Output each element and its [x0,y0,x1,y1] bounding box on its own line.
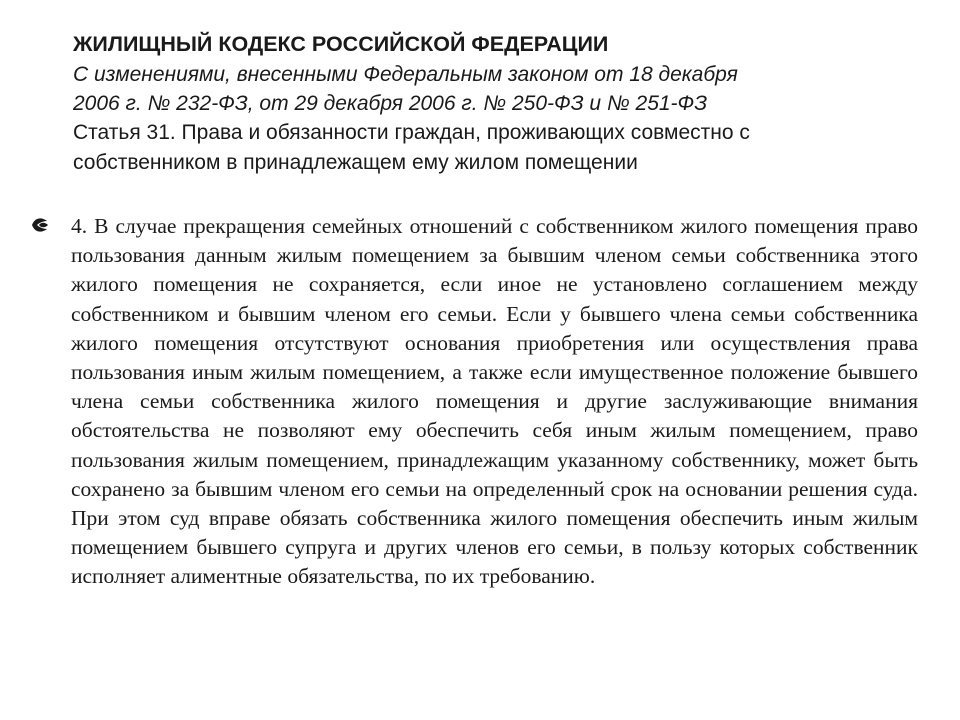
article-title-line-1: Статья 31. Права и обязанности граждан, проживающих совместно с [73,121,750,144]
article-paragraph-4: 4. В случае прекращения семейных отношений с собственником жилого помещения право пользования данным жилым помещением за бывшим членом семьи собственника этого жилого помещения не сохраняется, если иное не установлено соглашением между собственником и бывшим членом его семьи. Если у бывшего члена семьи собственника жилого помещения отсутствуют основания приобретения или осуществления права пользования иным жилым помещением, а также если имущественное положение бывшего члена семьи собственника жилого помещения и другие заслуживающие внимания обстоятельства не позволяют ему обеспечить себя иным жилым помещением, право пользования жилым помещением, принадлежащим указанному собственнику, может быть сохранено за бывшим членом его семьи на определенный срок на основании решения суда. При этом суд вправе обязать собственника жилого помещения обеспечить иным жилым помещением бывшего супруга и других членов его семьи, в пользу которых собственник исполняет алиментные обязательства, по их требованию. [71,214,918,589]
amendments-line-1: С изменениями, внесенными Федеральным законом от 18 декабря [73,63,738,86]
article-title-line-2: собственником в принадлежащем ему жилом помещении [73,151,638,174]
fleuron-bullet-icon [30,216,50,234]
slide-header [73,29,903,178]
slide-body [30,212,918,592]
law-title: ЖИЛИЩНЫЙ КОДЕКС РОССИЙСКОЙ ФЕДЕРАЦИИ [73,32,609,56]
amendments-line-2: 2006 г. № 232-ФЗ, от 29 декабря 2006 г. № 250-ФЗ и № 251-ФЗ [73,92,708,115]
